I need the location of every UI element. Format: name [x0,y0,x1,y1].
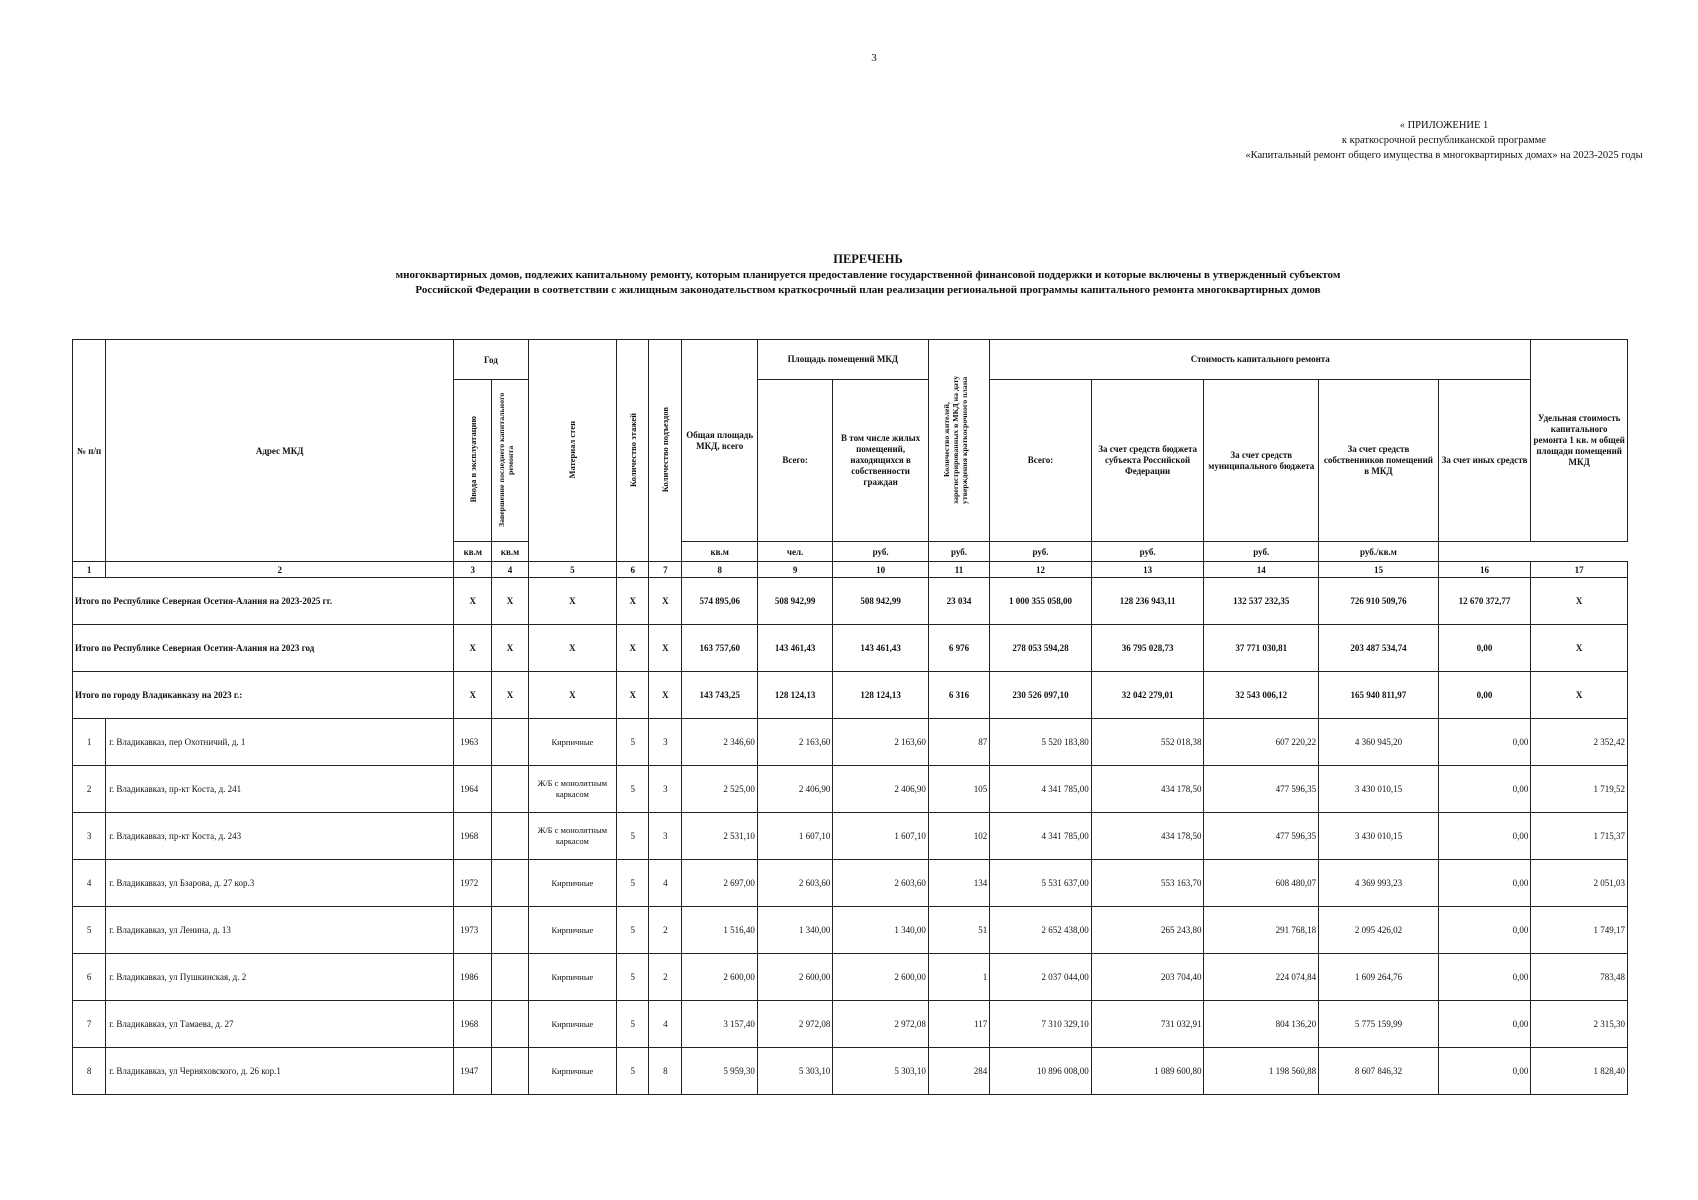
header-residents [928,340,989,542]
row-unit-cost: 1 715,37 [1531,813,1628,860]
header-wall-material [528,340,617,562]
table-row [73,1001,1628,1048]
header-year-group: Год [454,340,528,380]
total-cost-owners: 165 940 811,97 [1319,672,1439,719]
row-cost-municipal: 224 074,84 [1204,954,1319,1001]
document-subtitle-line2: Российской Федерации в соответствии с жилищным законодательством краткосрочный план реализации региональной программы капитального ремонта многоквартирных домов [415,284,1321,296]
row-total-area: 2 346,60 [682,719,757,766]
total-x-mark: X [649,625,682,672]
row-cost-regional: 434 178,50 [1091,813,1204,860]
row-cost-other: 0,00 [1438,1048,1531,1095]
table-row [73,907,1628,954]
row-entrances: 3 [649,766,682,813]
total-x-mark: X [528,672,617,719]
row-area-premises: 2 972,08 [757,1001,832,1048]
row-year-last-repair [492,860,528,907]
total-area: 574 895,06 [682,578,757,625]
row-residents: 284 [928,1048,989,1095]
total-x-mark: X [528,578,617,625]
total-x-mark: X [528,625,617,672]
total-area: 163 757,60 [682,625,757,672]
total-unit-cost: X [1531,578,1628,625]
table-row [73,954,1628,1001]
total-cost-other: 12 670 372,77 [1438,578,1531,625]
document-subtitle-line1: многоквартирных домов, подлежих капитальному ремонту, которым планируется предоставление государственной финансовой поддержки и которые включены в утвержденный субъектом [395,269,1341,281]
row-cost-regional: 265 243,80 [1091,907,1204,954]
column-number: 3 [454,562,492,578]
table-row [73,719,1628,766]
row-number: 8 [73,1048,106,1095]
row-entrances: 3 [649,813,682,860]
row-cost-total: 5 520 183,80 [990,719,1092,766]
row-area-residential: 2 406,90 [833,766,929,813]
row-unit-cost: 2 051,03 [1531,860,1628,907]
row-total-area: 2 697,00 [682,860,757,907]
row-area-premises: 2 406,90 [757,766,832,813]
total-cost-municipal: 37 771 030,81 [1204,625,1319,672]
row-cost-other: 0,00 [1438,860,1531,907]
row-year-last-repair [492,813,528,860]
total-cost-regional: 32 042 279,01 [1091,672,1204,719]
document-title: ПЕРЕЧЕНЬ [833,252,903,266]
row-wall-material: Ж/Б с монолитным каркасом [528,766,617,813]
total-residents: 6 316 [928,672,989,719]
row-area-residential: 5 303,10 [833,1048,929,1095]
row-wall-material: Кирпичные [528,1001,617,1048]
column-number: 4 [492,562,528,578]
appendix-subtitle: к краткосрочной республиканской программе [1341,135,1547,146]
row-year-last-repair [492,1048,528,1095]
row-address: г. Владикавказ, ул Пушкинская, д. 2 [106,954,454,1001]
row-floors: 5 [617,907,649,954]
row-year-commission: 1986 [454,954,492,1001]
total-x-mark: X [617,672,649,719]
row-floors: 5 [617,813,649,860]
row-floors: 5 [617,1001,649,1048]
column-number: 15 [1319,562,1439,578]
header-area-total: Всего: [757,380,832,542]
appendix-program-name: «Капитальный ремонт общего имущества в многоквартирных домах» на 2023-2025 годы [1245,150,1643,161]
appendix-block [1164,118,1698,163]
row-unit-cost: 783,48 [1531,954,1628,1001]
total-label: Итого по городу Владикавказу на 2023 г.: [73,672,454,719]
houses-section [73,719,1628,1095]
row-cost-owners: 4 369 993,23 [1319,860,1439,907]
header-cost-regional: За счет средств бюджета субъекта Российской Федерации [1091,380,1204,542]
row-address: г. Владикавказ, ул Черняховского, д. 26 кор.1 [106,1048,454,1095]
header-unit-cost: Удельная стоимость капитального ремонта 1 кв. м общей площади помещений МКД [1531,340,1628,542]
row-cost-municipal: 291 768,18 [1204,907,1319,954]
row-unit-cost: 1 828,40 [1531,1048,1628,1095]
row-total-area: 1 516,40 [682,907,757,954]
total-area-premises: 128 124,13 [757,672,832,719]
page-number: 3 [871,52,877,64]
row-cost-owners: 3 430 010,15 [1319,766,1439,813]
table-row [73,1048,1628,1095]
total-area-residential: 143 461,43 [833,625,929,672]
column-number: 10 [833,562,929,578]
houses-table [72,339,1628,1095]
row-cost-other: 0,00 [1438,907,1531,954]
row-cost-regional: 1 089 600,80 [1091,1048,1204,1095]
row-area-premises: 5 303,10 [757,1048,832,1095]
total-row [73,672,1628,719]
row-area-residential: 2 972,08 [833,1001,929,1048]
row-year-last-repair [492,1001,528,1048]
column-number: 17 [1531,562,1628,578]
row-number: 7 [73,1001,106,1048]
total-cost: 230 526 097,10 [990,672,1092,719]
header-floors [617,340,649,562]
column-number: 5 [528,562,617,578]
row-cost-other: 0,00 [1438,766,1531,813]
total-cost-regional: 128 236 943,11 [1091,578,1204,625]
row-area-residential: 1 607,10 [833,813,929,860]
row-cost-regional: 434 178,50 [1091,766,1204,813]
row-floors: 5 [617,954,649,1001]
row-cost-municipal: 607 220,22 [1204,719,1319,766]
row-cost-regional: 203 704,40 [1091,954,1204,1001]
row-cost-total: 4 341 785,00 [990,766,1092,813]
row-area-premises: 2 600,00 [757,954,832,1001]
row-cost-owners: 8 607 846,32 [1319,1048,1439,1095]
unit-cell: кв.м [492,542,528,562]
total-x-mark: X [492,672,528,719]
row-cost-other: 0,00 [1438,954,1531,1001]
row-address: г. Владикавказ, ул Тамаева, д. 27 [106,1001,454,1048]
row-address: г. Владикавказ, пр-кт Коста, д. 243 [106,813,454,860]
unit-cell: руб. [990,542,1092,562]
row-year-commission: 1968 [454,813,492,860]
header-entrances-label: Количество подъездов [660,406,671,493]
column-number: 1 [73,562,106,578]
header-cost-total: Всего: [990,380,1092,542]
total-x-mark: X [454,672,492,719]
row-residents: 51 [928,907,989,954]
row-floors: 5 [617,1048,649,1095]
unit-cell: чел. [757,542,832,562]
row-area-premises: 2 603,60 [757,860,832,907]
row-residents: 1 [928,954,989,1001]
total-cost-owners: 726 910 509,76 [1319,578,1439,625]
total-x-mark: X [617,578,649,625]
row-area-residential: 1 340,00 [833,907,929,954]
unit-cell: руб. [928,542,989,562]
header-year-commission-label: Ввода в эксплуатацию [467,416,478,503]
unit-cell: кв.м [682,542,757,562]
total-cost: 1 000 355 058,00 [990,578,1092,625]
row-floors: 5 [617,719,649,766]
row-entrances: 2 [649,907,682,954]
row-residents: 102 [928,813,989,860]
row-year-commission: 1972 [454,860,492,907]
row-year-commission: 1947 [454,1048,492,1095]
row-entrances: 8 [649,1048,682,1095]
total-x-mark: X [492,578,528,625]
row-area-premises: 1 607,10 [757,813,832,860]
total-x-mark: X [454,578,492,625]
row-cost-total: 2 652 438,00 [990,907,1092,954]
total-x-mark: X [617,625,649,672]
row-residents: 87 [928,719,989,766]
row-wall-material: Кирпичные [528,719,617,766]
row-cost-other: 0,00 [1438,719,1531,766]
row-entrances: 4 [649,1001,682,1048]
total-area-residential: 508 942,99 [833,578,929,625]
appendix-title: « ПРИЛОЖЕНИЕ 1 [1399,120,1489,131]
column-number: 7 [649,562,682,578]
total-area: 143 743,25 [682,672,757,719]
total-area-premises: 143 461,43 [757,625,832,672]
total-cost: 278 053 594,28 [990,625,1092,672]
table-row [73,766,1628,813]
row-total-area: 2 600,00 [682,954,757,1001]
row-number: 6 [73,954,106,1001]
header-floors-label: Количество этажей [627,412,638,487]
total-area-premises: 508 942,99 [757,578,832,625]
row-total-area: 5 959,30 [682,1048,757,1095]
header-area-residential: В том числе жилых помещений, находящихся в собственности граждан [833,380,929,542]
column-number: 14 [1204,562,1319,578]
column-number: 6 [617,562,649,578]
row-area-residential: 2 163,60 [833,719,929,766]
header-entrances [649,340,682,562]
row-unit-cost: 1 749,17 [1531,907,1628,954]
total-x-mark: X [649,672,682,719]
row-year-commission: 1973 [454,907,492,954]
header-wall-material-label: Материал стен [567,420,578,479]
row-total-area: 2 531,10 [682,813,757,860]
header-residents-label: Количество жителей, зарегистрированных в МКД на дату утверждения краткосрочного плана [942,375,970,504]
header-total-area: Общая площадь МКД, всего [682,340,757,542]
header-year-last-repair [492,380,528,542]
unit-cell: руб. [1091,542,1204,562]
row-residents: 134 [928,860,989,907]
total-residents: 23 034 [928,578,989,625]
row-address: г. Владикавказ, ул Ленина, д. 13 [106,907,454,954]
row-unit-cost: 2 315,30 [1531,1001,1628,1048]
row-year-commission: 1963 [454,719,492,766]
unit-cell: кв.м [454,542,492,562]
row-floors: 5 [617,766,649,813]
row-cost-total: 4 341 785,00 [990,813,1092,860]
header-year-commission [454,380,492,542]
row-wall-material: Кирпичные [528,1048,617,1095]
table-row [73,860,1628,907]
totals-section [73,578,1628,719]
row-year-last-repair [492,766,528,813]
total-unit-cost: X [1531,672,1628,719]
row-cost-other: 0,00 [1438,813,1531,860]
row-cost-municipal: 1 198 560,88 [1204,1048,1319,1095]
header-cost-owners: За счет средств собственников помещений в МКД [1319,380,1439,542]
header-num: № п/п [73,340,106,562]
column-number: 12 [990,562,1092,578]
row-address: г. Владикавказ, ул Бзарова, д. 27 кор.3 [106,860,454,907]
unit-cell: руб./кв.м [1319,542,1439,562]
row-year-last-repair [492,719,528,766]
total-label: Итого по Республике Северная Осетия-Алания на 2023 год [73,625,454,672]
row-wall-material: Кирпичные [528,954,617,1001]
row-area-premises: 2 163,60 [757,719,832,766]
row-cost-regional: 553 163,70 [1091,860,1204,907]
row-wall-material: Кирпичные [528,860,617,907]
row-cost-municipal: 477 596,35 [1204,813,1319,860]
table-row [73,813,1628,860]
row-area-residential: 2 603,60 [833,860,929,907]
row-number: 2 [73,766,106,813]
column-number: 8 [682,562,757,578]
header-cost-municipal: За счет средств муниципального бюджета [1204,380,1319,542]
total-area-residential: 128 124,13 [833,672,929,719]
row-area-residential: 2 600,00 [833,954,929,1001]
unit-cell: руб. [1204,542,1319,562]
row-total-area: 3 157,40 [682,1001,757,1048]
row-cost-municipal: 477 596,35 [1204,766,1319,813]
total-x-mark: X [649,578,682,625]
row-entrances: 3 [649,719,682,766]
header-cost-other: За счет иных средств [1438,380,1531,542]
row-number: 3 [73,813,106,860]
row-wall-material: Ж/Б с монолитным каркасом [528,813,617,860]
row-residents: 117 [928,1001,989,1048]
row-entrances: 2 [649,954,682,1001]
header-address: Адрес МКД [106,340,454,562]
row-year-last-repair [492,954,528,1001]
column-number: 11 [928,562,989,578]
row-address: г. Владикавказ, пер Охотничий, д. 1 [106,719,454,766]
row-number: 5 [73,907,106,954]
row-year-commission: 1968 [454,1001,492,1048]
row-cost-owners: 2 095 426,02 [1319,907,1439,954]
total-cost-other: 0,00 [1438,625,1531,672]
header-year-last-repair-label: Завершение последнего капитального ремонта [497,392,516,527]
row-address: г. Владикавказ, пр-кт Коста, д. 241 [106,766,454,813]
row-number: 1 [73,719,106,766]
row-cost-total: 7 310 329,10 [990,1001,1092,1048]
total-x-mark: X [492,625,528,672]
total-cost-other: 0,00 [1438,672,1531,719]
unit-cell: руб. [833,542,929,562]
total-cost-regional: 36 795 028,73 [1091,625,1204,672]
row-cost-other: 0,00 [1438,1001,1531,1048]
header-cost-group: Стоимость капитального ремонта [990,340,1531,380]
column-number: 9 [757,562,832,578]
row-cost-total: 2 037 044,00 [990,954,1092,1001]
row-unit-cost: 1 719,52 [1531,766,1628,813]
column-number: 13 [1091,562,1204,578]
total-label: Итого по Республике Северная Осетия-Алания на 2023-2025 гг. [73,578,454,625]
row-cost-owners: 1 609 264,76 [1319,954,1439,1001]
row-residents: 105 [928,766,989,813]
total-row [73,625,1628,672]
total-residents: 6 976 [928,625,989,672]
row-year-last-repair [492,907,528,954]
row-cost-regional: 552 018,38 [1091,719,1204,766]
row-year-commission: 1964 [454,766,492,813]
row-area-premises: 1 340,00 [757,907,832,954]
total-x-mark: X [454,625,492,672]
total-unit-cost: X [1531,625,1628,672]
row-floors: 5 [617,860,649,907]
total-cost-municipal: 132 537 232,35 [1204,578,1319,625]
row-cost-municipal: 804 136,20 [1204,1001,1319,1048]
row-cost-owners: 3 430 010,15 [1319,813,1439,860]
row-cost-municipal: 608 480,07 [1204,860,1319,907]
row-number: 4 [73,860,106,907]
row-cost-owners: 4 360 945,20 [1319,719,1439,766]
total-row [73,578,1628,625]
column-number: 16 [1438,562,1531,578]
row-unit-cost: 2 352,42 [1531,719,1628,766]
row-cost-regional: 731 032,91 [1091,1001,1204,1048]
total-cost-owners: 203 487 534,74 [1319,625,1439,672]
row-cost-total: 10 896 008,00 [990,1048,1092,1095]
row-cost-total: 5 531 637,00 [990,860,1092,907]
row-entrances: 4 [649,860,682,907]
document-heading [200,252,1536,298]
row-cost-owners: 5 775 159,99 [1319,1001,1439,1048]
total-cost-municipal: 32 543 006,12 [1204,672,1319,719]
row-total-area: 2 525,00 [682,766,757,813]
header-area-group: Площадь помещений МКД [757,340,928,380]
column-number: 2 [106,562,454,578]
row-wall-material: Кирпичные [528,907,617,954]
column-number-row [73,562,1628,578]
